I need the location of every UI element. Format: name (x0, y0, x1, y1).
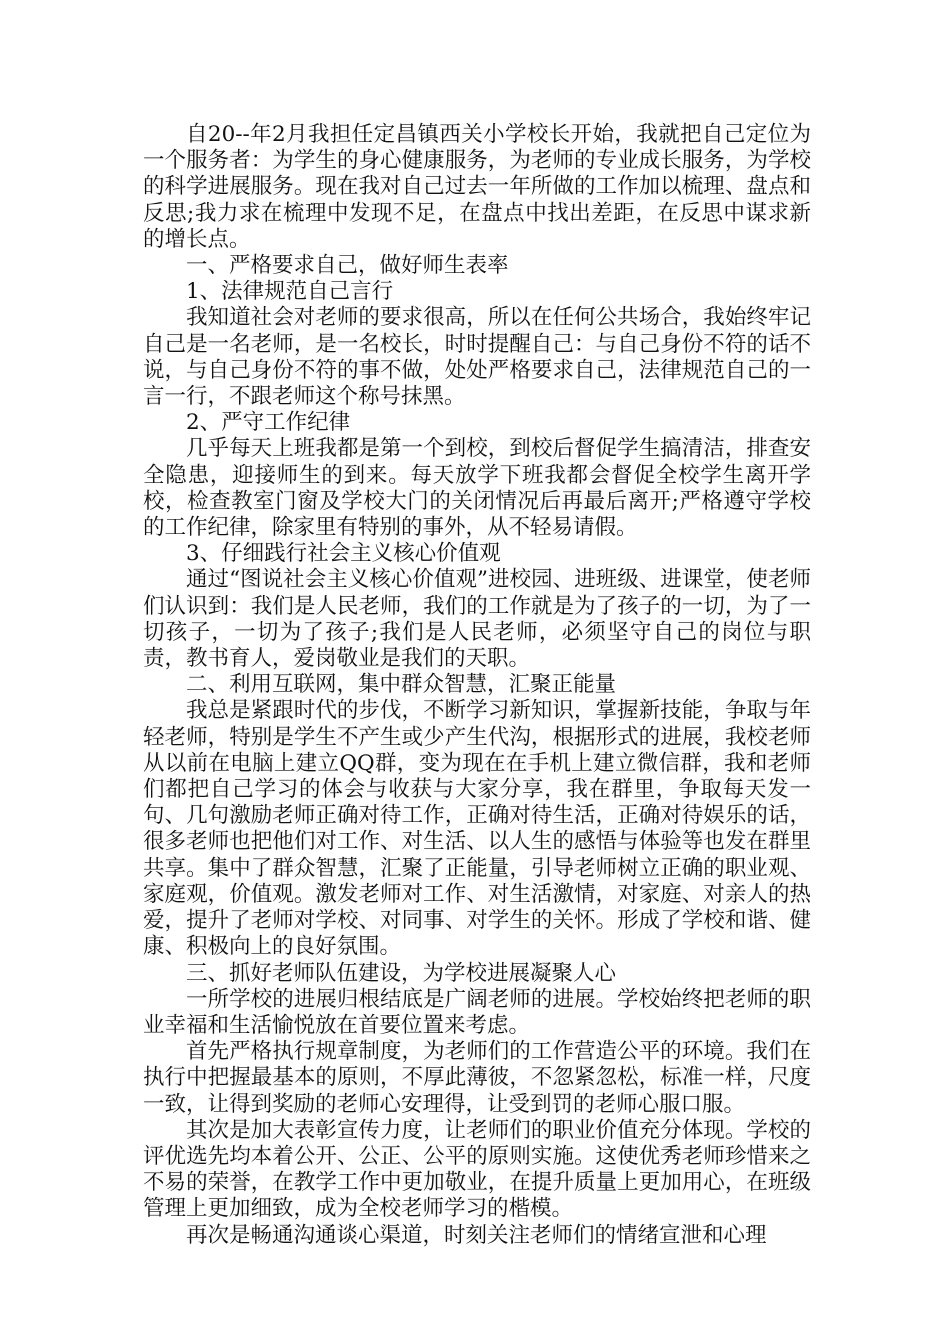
body-paragraph: 几乎每天上班我都是第一个到校，到校后督促学生搞清洁，排查安全隐患，迎接师生的到来。每天放学下班我都会督促全校学生离开学校，检查教室门窗及学校大门的关闭情况后再最后离开;严格遵守学校的工作纪律，除家里有特别的事外，从不轻易请假。 (143, 436, 811, 541)
section-heading-1: 一、严格要求自己，做好师生表率 (186, 253, 509, 279)
body-paragraph: 我总是紧跟时代的步伐，不断学习新知识，掌握新技能，争取与年轻老师，特别是学生不产生或少产生代沟，根据形式的进展，我校老师从以前在电脑上建立QQ群，变为现在在手机上建立微信群，我和老师们都把自己学习的体会与收获与大家分享，我在群里，争取每天发一句、几句激励老师正确对待工作，正确对待生活，正确对待娱乐的话，很多老师也把他们对工作、对生活、以人生的感悟与体验等也发在群里共享。集中了群众智慧，汇聚了正能量，引导老师树立正确的职业观、家庭观，价值观。激发老师对工作、对生活激情，对家庭、对亲人的热爱，提升了老师对学校、对同事、对学生的关怀。形成了学校和谐、健康、积极向上的良好氛围。 (143, 698, 811, 960)
body-paragraph: 通过“图说社会主义核心价值观”进校园、进班级、进课堂，使老师们认识到：我们是人民老师，我们的工作就是为了孩子的一切，为了一切孩子，一切为了孩子;我们是人民老师，必须坚守自己的岗位与职责，教书育人，爱岗敬业是我们的天职。 (143, 567, 811, 672)
subsection-heading-1-2: 2、严守工作纪律 (186, 410, 351, 436)
body-paragraph: 其次是加大表彰宣传力度，让老师们的职业价值充分体现。学校的评优选先均本着公开、公正、公平的原则实施。这使优秀老师珍惜来之不易的荣誉，在教学工作中更加敬业，在提升质量上更加用心，在班级管理上更加细致，成为全校老师学习的楷模。 (143, 1117, 811, 1222)
body-paragraph: 我知道社会对老师的要求很高，所以在任何公共场合，我始终牢记自己是一名老师，是一名校长，时时提醒自己：与自己身份不符的话不说，与自己身份不符的事不做，处处严格要求自己，法律规范自己的一言一行，不跟老师这个称号抹黑。 (143, 305, 811, 410)
subsection-heading-1-3: 3、仔细践行社会主义核心价值观 (186, 541, 501, 567)
subsection-heading-1-1: 1、法律规范自己言行 (186, 279, 394, 305)
intro-paragraph: 自20--年2月我担任定昌镇西关小学校长开始，我就把自己定位为一个服务者：为学生的身心健康服务，为老师的专业成长服务，为学校的科学进展服务。现在我对自己过去一年所做的工作加以梳理、盘点和反思;我力求在梳理中发现不足，在盘点中找出差距，在反思中谋求新的增长点。 (143, 122, 811, 252)
body-paragraph: 首先严格执行规章制度，为老师们的工作营造公平的环境。我们在执行中把握最基本的原则，不厚此薄彼，不忽紧忽松，标准一样，尺度一致，让得到奖励的老师心安理得，让受到罚的老师心服口服。 (143, 1039, 811, 1117)
body-paragraph-truncated: 再次是畅通沟通谈心渠道，时刻关注老师们的情绪宣泄和心理 (186, 1222, 767, 1248)
document-page (143, 122, 811, 1249)
body-paragraph: 一所学校的进展归根结底是广阔老师的进展。学校始终把老师的职业幸福和生活愉悦放在首要位置来考虑。 (143, 986, 811, 1038)
section-heading-2: 二、利用互联网，集中群众智慧，汇聚正能量 (186, 672, 617, 698)
section-heading-3: 三、抓好老师队伍建设，为学校进展凝聚人心 (186, 960, 617, 986)
